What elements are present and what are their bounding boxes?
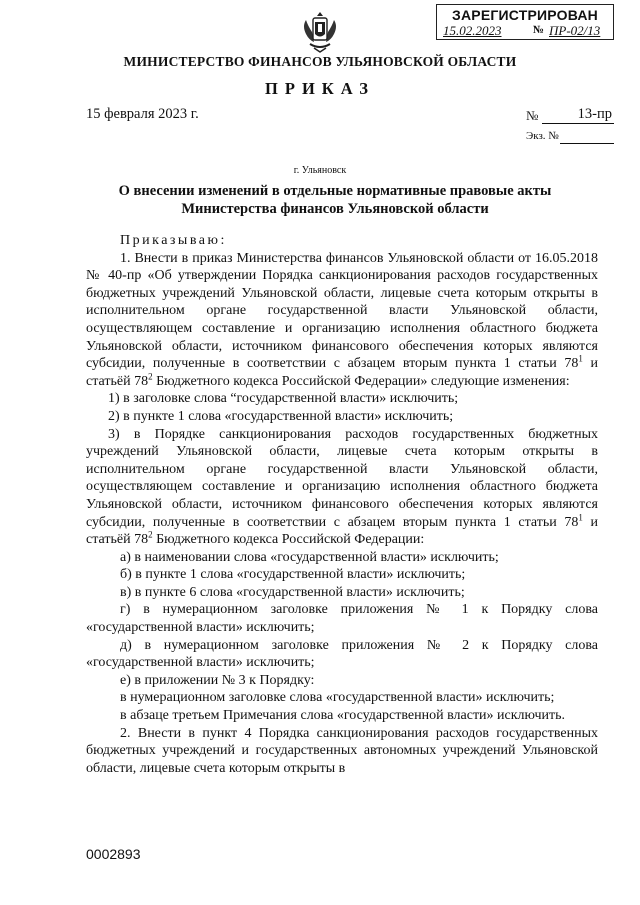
order-number: 13-пр: [542, 106, 614, 124]
document-heading: [60, 182, 610, 218]
heading-line-2: Министерства финансов Ульяновской области: [181, 201, 489, 217]
order-title: ПРИКАЗ: [265, 79, 375, 98]
list-item-3: [86, 426, 598, 549]
order-number-label: №: [526, 108, 539, 123]
paragraph-1-text-b: и статьёй 78: [86, 356, 598, 389]
ministry-name: МИНИСТЕРСТВО ФИНАНСОВ УЛЬЯНОВСКОЙ ОБЛАСТИ: [123, 54, 517, 69]
document-body: [86, 232, 598, 777]
stamp-title: ЗАРЕГИСТРИРОВАН: [452, 7, 598, 23]
sub-item-b: б) в пункте 1 слова «государственной власти» исключить;: [120, 567, 466, 583]
paragraph-1-text-a: 1. Внести в приказ Министерства финансов Ульяновской области от 16.05.2018 № 40-пр «Об утверждении Порядка санкционирования расходов государственных бюджетных учреждений Ульяновской области, лицевые счета которым открыты в исполнительном органе государственной власти Ульяновской области, осуществляющем составление и организацию исполнения областного бюджета Ульяновской области, источником финансового обеспечения которых являются субсидии, полученные в соответствии с абзацем вторым пункта 1 статьи 78: [86, 250, 598, 372]
order-date: 15 февраля 2023 г.: [86, 106, 199, 122]
paragraph-1-sup-2: 2: [148, 371, 153, 382]
document-code: 0002893: [86, 846, 141, 862]
sub-item-e-1: в нумерационном заголовке слова «государственной власти» исключить;: [120, 690, 555, 706]
stamp-number-label: №: [533, 24, 545, 36]
list-item-3-text-b: и статьёй 78: [86, 514, 598, 548]
list-item-3-sup-2: 2: [148, 529, 153, 540]
sub-item-e-2: в абзаце третьем Примечания слова «государственной власти» исключить.: [120, 708, 566, 724]
sub-item-a: а) в наименовании слова «государственной власти» исключить;: [120, 549, 499, 565]
paragraph-1-text-c: Бюджетного кодекса Российской Федерации» следующие изменения:: [152, 373, 570, 389]
order-word: Приказываю:: [120, 233, 227, 248]
list-item-2: 2) в пункте 1 слова «государственной власти» исключить;: [108, 408, 454, 424]
list-item-3-sup-1: 1: [578, 511, 583, 522]
stamp-number: ПР-02/13: [549, 23, 601, 38]
paragraph-1: [86, 250, 598, 391]
list-item-3-text-c: Бюджетного кодекса Российской Федерации:: [152, 532, 425, 548]
heading-line-1: О внесении изменений в отдельные нормативные правовые акты: [118, 183, 552, 199]
list-item-1: 1) в заголовке слова “государственной власти» исключить;: [108, 391, 459, 407]
copy-number-label: Экз. №: [526, 130, 559, 142]
coat-of-arms-icon: [300, 10, 340, 54]
sub-item-v: в) в пункте 6 слова «государственной власти» исключить;: [120, 584, 465, 600]
sub-item-e: е) в приложении № 3 к Порядку:: [120, 672, 315, 688]
registration-stamp: [436, 4, 614, 40]
copy-number-line: [560, 143, 614, 144]
list-item-3-text-a: 3) в Порядке санкционирования расходов государственных бюджетных учреждений Ульяновской области, лицевые счета которым открыты в исполнительном органе государственной власти Ульяновской области, осуществляющем составление и организацию исполнения областного бюджета Ульяновской области, источником финансового обеспечения которых являются субсидии, полученные в соответствии с абзацем вторым пункта 1 статьи 78: [86, 426, 598, 530]
city: г. Ульяновск: [293, 165, 347, 176]
sub-item-d: д) в нумерационном заголовке приложения № 2 к Порядку слова «государственной власти» исключить;: [86, 637, 598, 671]
sub-item-g: г) в нумерационном заголовке приложения № 1 к Порядку слова «государственной власти» исключить;: [86, 602, 598, 636]
paragraph-1-sup-1: 1: [578, 353, 583, 364]
paragraph-2: 2. Внести в пункт 4 Порядка санкционирования расходов государственных бюджетных учреждений и государственных автономных учреждений Ульяновской области, лицевые счета которым открыты в: [86, 725, 598, 776]
stamp-date: 15.02.2023: [443, 23, 502, 38]
